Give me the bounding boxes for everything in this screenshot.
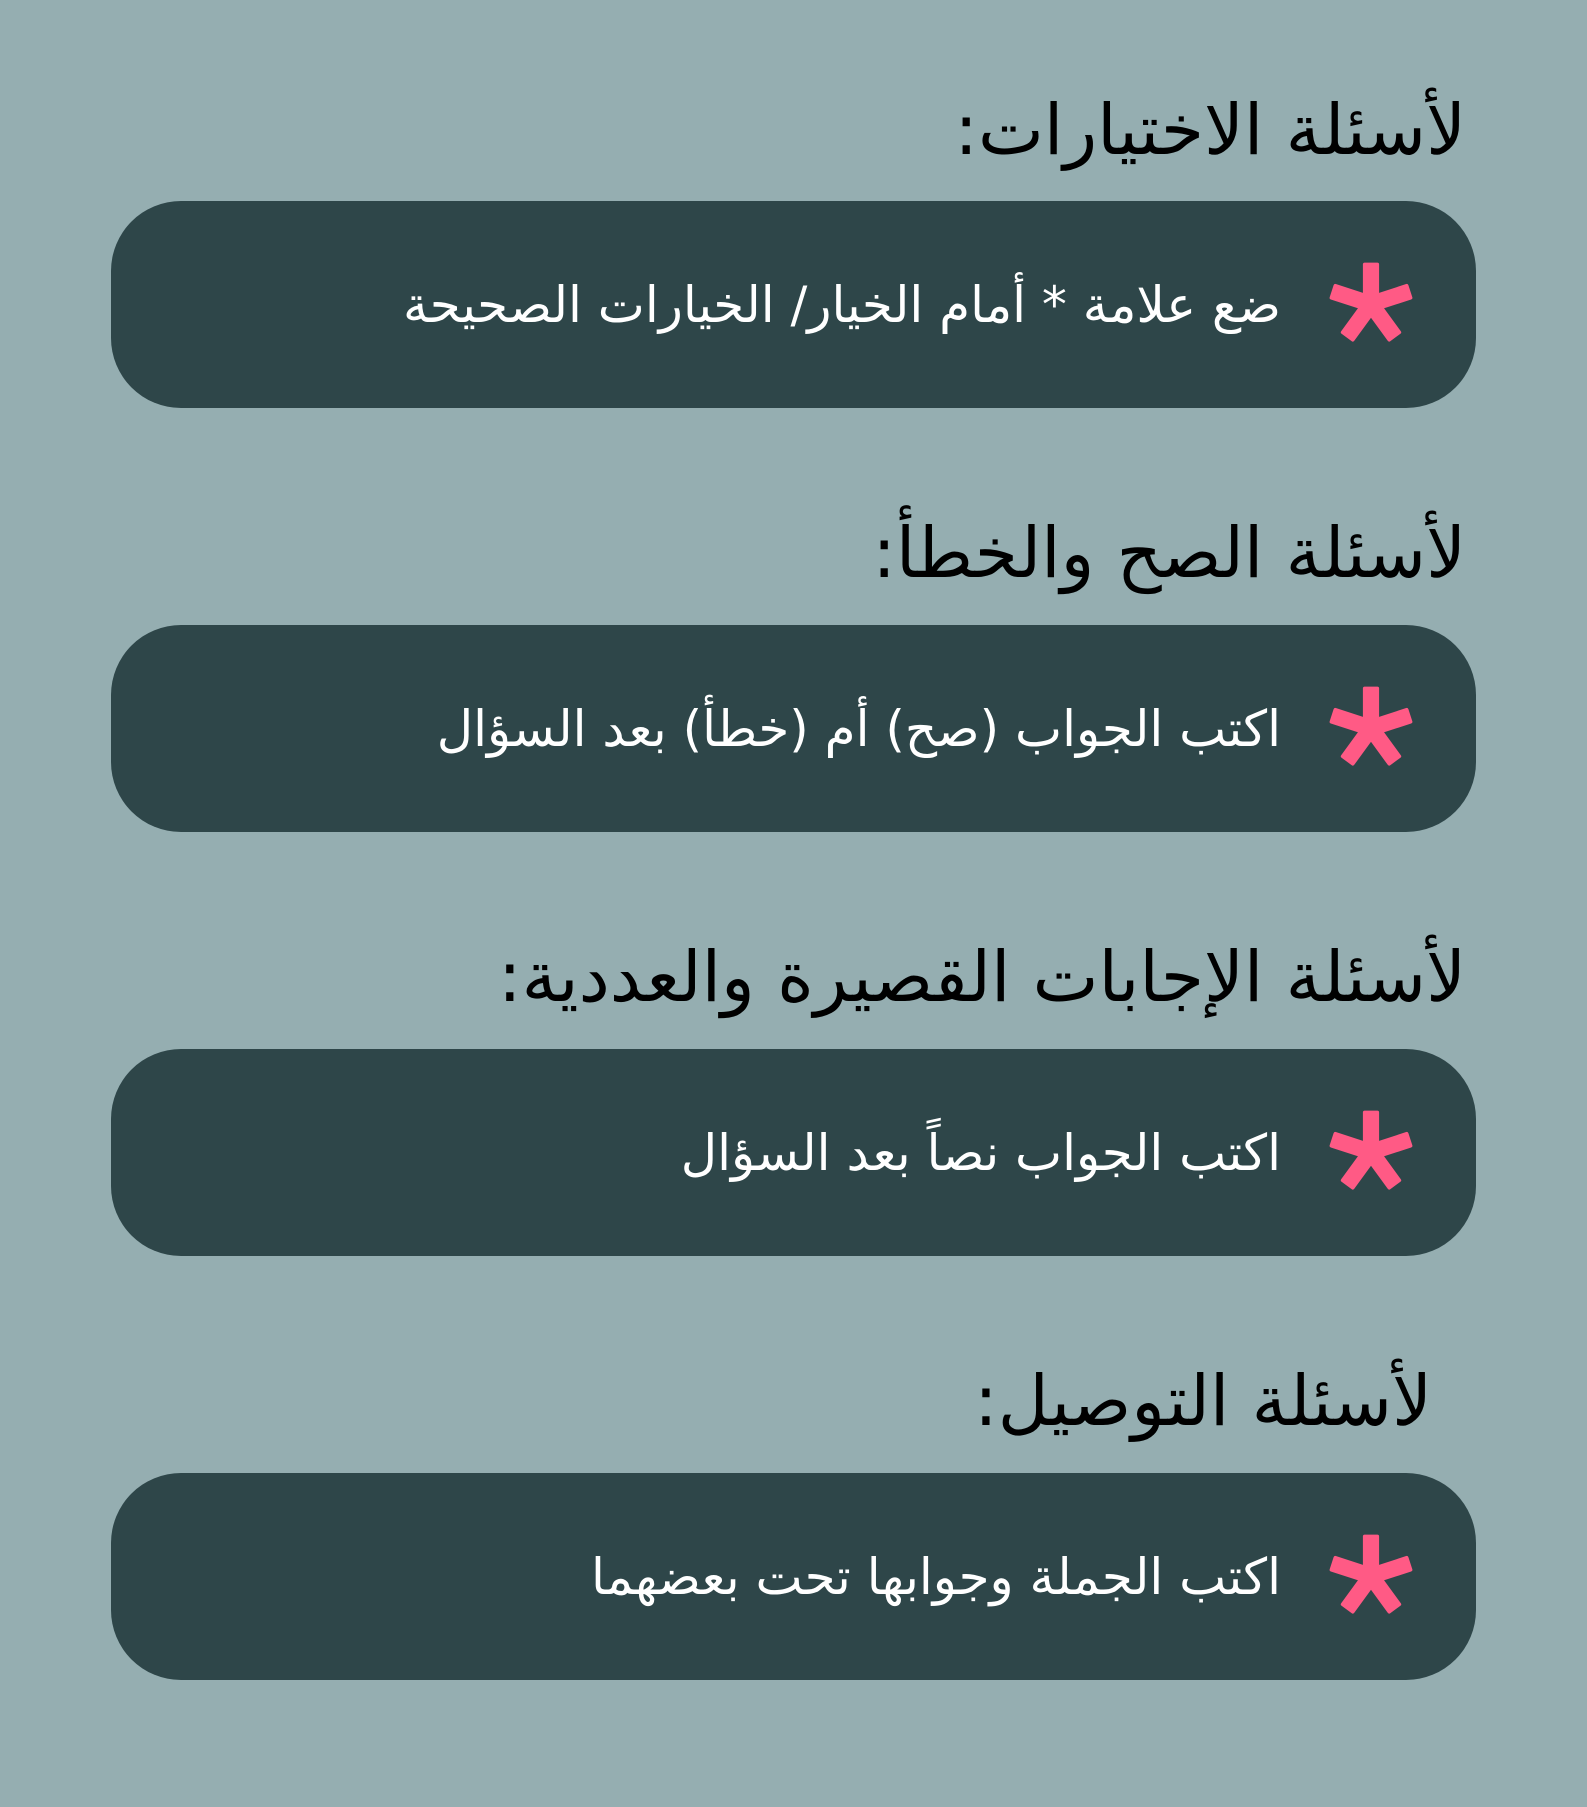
instruction-card-choices [111,201,1476,408]
instruction-card-matching [111,1473,1476,1680]
section-heading-choices: لأسئلة الاختيارات: [954,89,1466,171]
asterisk-icon [1326,1107,1416,1197]
asterisk-icon [1326,1531,1416,1621]
section-heading-short-answers: لأسئلة الإجابات القصيرة والعددية: [497,936,1466,1018]
instruction-text: ضع علامة * أمام الخيار/ الخيارات الصحيحة [402,275,1281,334]
asterisk-icon [1326,683,1416,773]
asterisk-icon [1326,259,1416,349]
instruction-card-short-answers [111,1049,1476,1256]
instruction-text: اكتب الجواب (صح) أم (خطأ) بعد السؤال [436,699,1281,758]
section-heading-matching: لأسئلة التوصيل: [974,1360,1432,1442]
section-heading-true-false: لأسئلة الصح والخطأ: [872,512,1466,594]
instruction-text: اكتب الجواب نصاً بعد السؤال [680,1123,1281,1182]
instruction-text: اكتب الجملة وجوابها تحت بعضهما [591,1547,1281,1606]
instruction-card-true-false [111,625,1476,832]
